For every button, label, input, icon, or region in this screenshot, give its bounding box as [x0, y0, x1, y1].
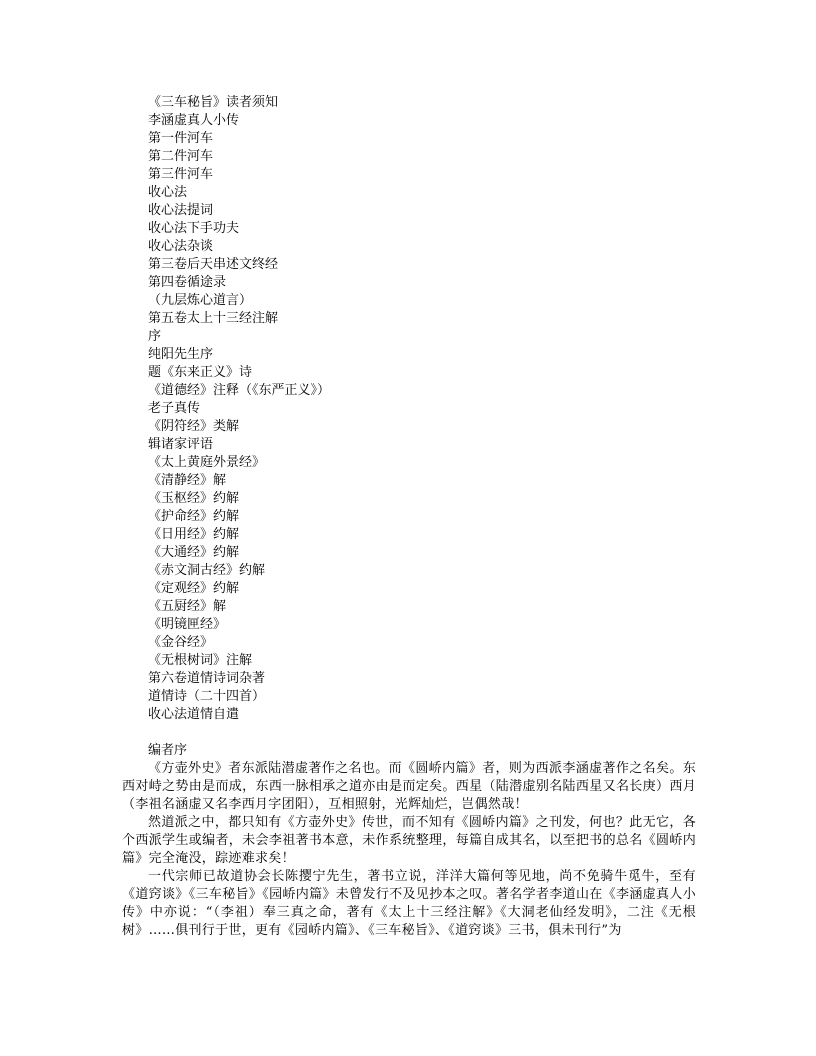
- toc-item: 第二件河车: [148, 149, 214, 164]
- toc-item: 纯阳先生序: [148, 347, 214, 362]
- toc-item: 老子真传: [148, 401, 201, 416]
- toc-item: 第六卷道情诗词杂著: [148, 671, 266, 686]
- toc-item: 《太上黄庭外景经》: [148, 455, 266, 470]
- toc-item: 《道德经》注释（《东严正义》）: [148, 383, 331, 398]
- toc-item: 第四卷循途录: [148, 275, 227, 290]
- toc-item: 收心法杂谈: [148, 239, 214, 254]
- toc-item: 《三车秘旨》读者须知: [148, 95, 279, 110]
- toc-item: 李涵虚真人小传: [148, 113, 240, 128]
- toc-item: 收心法下手功夫: [148, 221, 240, 236]
- toc-item: 收心法提词: [148, 203, 214, 218]
- toc-item: 第一件河车: [148, 131, 214, 146]
- toc-item: 收心法: [148, 185, 188, 200]
- preface-paragraph: 然道派之中，都只知有《方壶外史》传世，而不知有《圆峤内篇》之刊发，何也？此无它，各个西派学生或编者，未会李祖著书本意，未作系统整理，每篇自成其名，以至把书的总名《圆峤内篇》完全淹没，踪迹难求矣！: [122, 815, 696, 866]
- toc-item: 《玉枢经》约解: [148, 491, 240, 506]
- toc-item: 《五厨经》解: [148, 599, 227, 614]
- toc-item: （九层炼心道言）: [148, 293, 253, 308]
- toc-item: 辑诸家评语: [148, 437, 214, 452]
- preface-paragraph: 一代宗师已故道协会长陈撄宁先生，著书立说，洋洋大篇何等见地，尚不免骑牛觅牛，至有《道窍谈》《三车秘旨》《园峤内篇》未曾发行不及见抄本之叹。著名学者李道山在《李涵虚真人小传》中亦说：“（李祖）奉三真之命，著有《太上十三经注解》《大洞老仙经发明》，二注《无根树》……俱刊行于世，更有《园峤内篇》、《三车秘旨》、《道窍谈》三书，俱未刊行”为: [122, 869, 696, 938]
- toc-item: 第五卷太上十三经注解: [148, 311, 279, 326]
- toc-item: 《护命经》约解: [148, 509, 240, 524]
- toc-item: 第三卷后天串述文终经: [148, 257, 279, 272]
- preface-paragraph: 《方壶外史》者东派陆潜虚著作之名也。而《圆峤内篇》者，则为西派李涵虚著作之名矣。东西对峙之势由是而成，东西一脉相承之道亦由是而定矣。西星（陆潜虚别名陆西星又名长庚）西月（李祖名涵虚又名李西月字团阳），互相照射，光辉灿烂，岂偶然哉！: [122, 761, 696, 812]
- toc-item: 收心法道情自遣: [148, 707, 240, 722]
- toc-item: 《清静经》解: [148, 473, 227, 488]
- toc-item: 序: [148, 329, 162, 344]
- preface-title: 编者序: [148, 743, 188, 758]
- toc-item: 《金谷经》: [148, 635, 214, 650]
- toc-item: 《明镜匣经》: [148, 617, 227, 632]
- toc-item: 《日用经》约解: [148, 527, 240, 542]
- toc-item: 《赤文洞古经》约解: [148, 563, 266, 578]
- toc-item: 题《东来正义》诗: [148, 365, 253, 380]
- preface-body: [122, 760, 696, 940]
- toc-item: 道情诗（二十四首）: [148, 689, 266, 704]
- toc-item: 第三件河车: [148, 167, 214, 182]
- toc-item: 《大通经》约解: [148, 545, 240, 560]
- toc-item: 《阴符经》类解: [148, 419, 240, 434]
- toc-item: 《定观经》约解: [148, 581, 240, 596]
- table-of-contents: [148, 94, 708, 724]
- toc-item: 《无根树词》注解: [148, 653, 253, 668]
